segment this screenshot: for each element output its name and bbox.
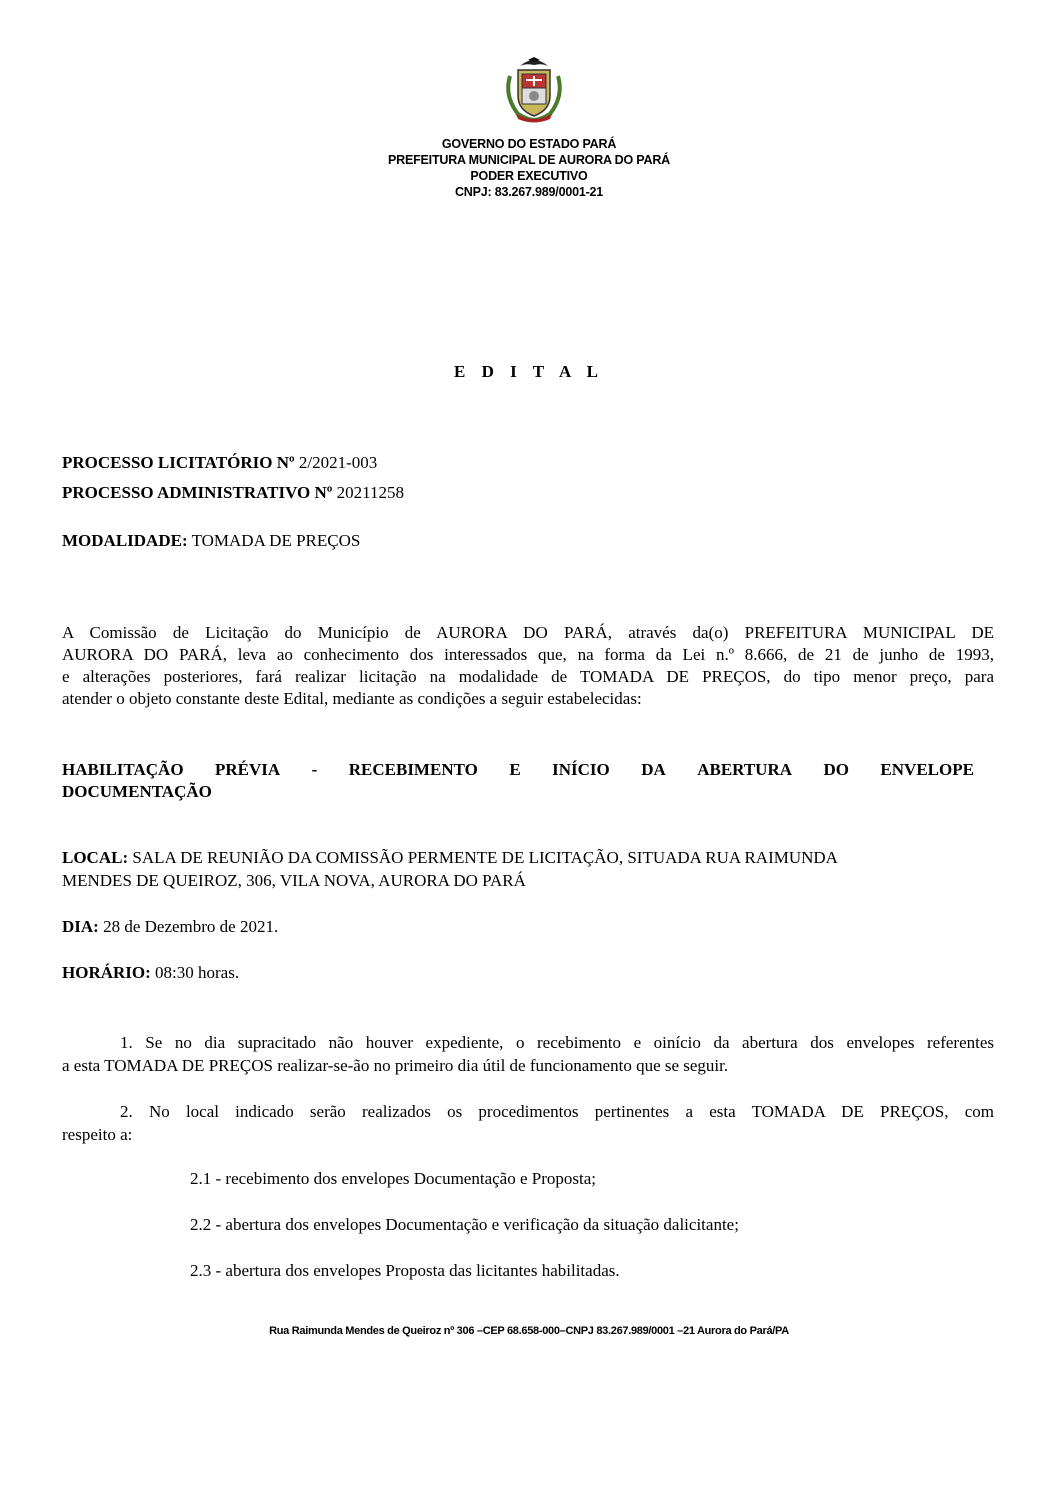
header-government: GOVERNO DO ESTADO PARÁ [441, 137, 617, 151]
coat-of-arms-icon [498, 56, 570, 124]
heading-word: INÍCIO [552, 760, 610, 779]
heading-word: - [311, 760, 318, 779]
modalidade-label: MODALIDADE: [62, 531, 188, 550]
horario-label: HORÁRIO: [62, 963, 151, 982]
header-branch: PODER EXECUTIVO [470, 169, 588, 183]
subitem-2-2: 2.2 - abertura dos envelopes Documentação e verificação da situação dalicitante; [190, 1215, 739, 1234]
local-line-2: MENDES DE QUEIROZ, 306, VILA NOVA, AURORA DO PARÁ [62, 871, 526, 890]
processo-administrativo-label: PROCESSO ADMINISTRATIVO Nº [62, 483, 333, 502]
modalidade-value: TOMADA DE PREÇOS [191, 531, 361, 550]
heading-word: DO [823, 760, 849, 779]
local-line-1 [62, 848, 838, 868]
heading-word: ABERTURA [697, 760, 793, 779]
item-1-line-2: a esta TOMADA DE PREÇOS realizar-se-ão no primeiro dia útil de funcionamento que se seguir. [62, 1056, 729, 1075]
header-prefecture: PREFEITURA MUNICIPAL DE AURORA DO PARÁ [388, 153, 670, 167]
item-2-line-1: 2. No local indicado serão realizados os procedimentos pertinentes a esta TOMADA DE PREÇOS, com [120, 1102, 994, 1121]
horario-value: 08:30 horas. [155, 963, 240, 982]
heading-word: E [509, 760, 521, 779]
horario [62, 963, 239, 983]
habilitacao-heading [62, 759, 974, 803]
habilitacao-heading-line-1 [62, 759, 974, 781]
heading-word: RECEBIMENTO [348, 760, 478, 779]
modalidade [62, 531, 360, 551]
processo-administrativo-value: 20211258 [336, 483, 405, 502]
processo-licitatorio-label: PROCESSO LICITATÓRIO Nº [62, 453, 295, 472]
heading-word: PRÉVIA [215, 760, 281, 779]
heading-word: DA [641, 760, 666, 779]
intro-line-1: A Comissão de Licitação do Município de AURORA DO PARÁ, através da(o) PREFEITURA MUNICIPAL DE [62, 623, 994, 642]
dia-value: 28 de Dezembro de 2021. [103, 917, 279, 936]
subitem-2-1: 2.1 - recebimento dos envelopes Documentação e Proposta; [190, 1169, 596, 1188]
dia [62, 917, 278, 937]
item-1-line-1: 1. Se no dia supracitado não houver expediente, o recebimento e oinício da abertura dos envelopes referentes [120, 1033, 994, 1052]
habilitacao-heading-line-2: DOCUMENTAÇÃO [62, 782, 212, 801]
document-header [0, 136, 1058, 200]
processo-administrativo [62, 483, 404, 503]
intro-line-3: e alterações posteriores, fará realizar licitação na modalidade de TOMADA DE PREÇOS, do tipo menor preço, para [62, 667, 994, 686]
dia-label: DIA: [62, 917, 99, 936]
page-footer: Rua Raimunda Mendes de Queiroz nº 306 –CEP 68.658-000–CNPJ 83.267.989/0001 –21 Aurora do Pará/PA [269, 1325, 789, 1337]
subitem-2-3: 2.3 - abertura dos envelopes Proposta das licitantes habilitadas. [190, 1261, 620, 1280]
processo-licitatorio-value: 2/2021-003 [298, 453, 378, 472]
item-2-line-2: respeito a: [62, 1125, 133, 1144]
intro-line-4: atender o objeto constante deste Edital, mediante as condições a seguir estabelecidas: [62, 689, 642, 708]
processo-licitatorio [62, 453, 377, 473]
heading-word: ENVELOPE [880, 760, 974, 779]
header-cnpj: CNPJ: 83.267.989/0001-21 [454, 185, 604, 199]
intro-line-2: AURORA DO PARÁ, leva ao conhecimento dos interessados que, na forma da Lei n.º 8.666, de 21 de junho de 1993, [62, 645, 994, 664]
page-title: E D I T A L [454, 362, 604, 381]
local-value-1: SALA DE REUNIÃO DA COMISSÃO PERMENTE DE LICITAÇÃO, SITUADA RUA RAIMUNDA [132, 848, 838, 867]
heading-word: HABILITAÇÃO [62, 760, 184, 779]
local-label: LOCAL: [62, 848, 129, 867]
